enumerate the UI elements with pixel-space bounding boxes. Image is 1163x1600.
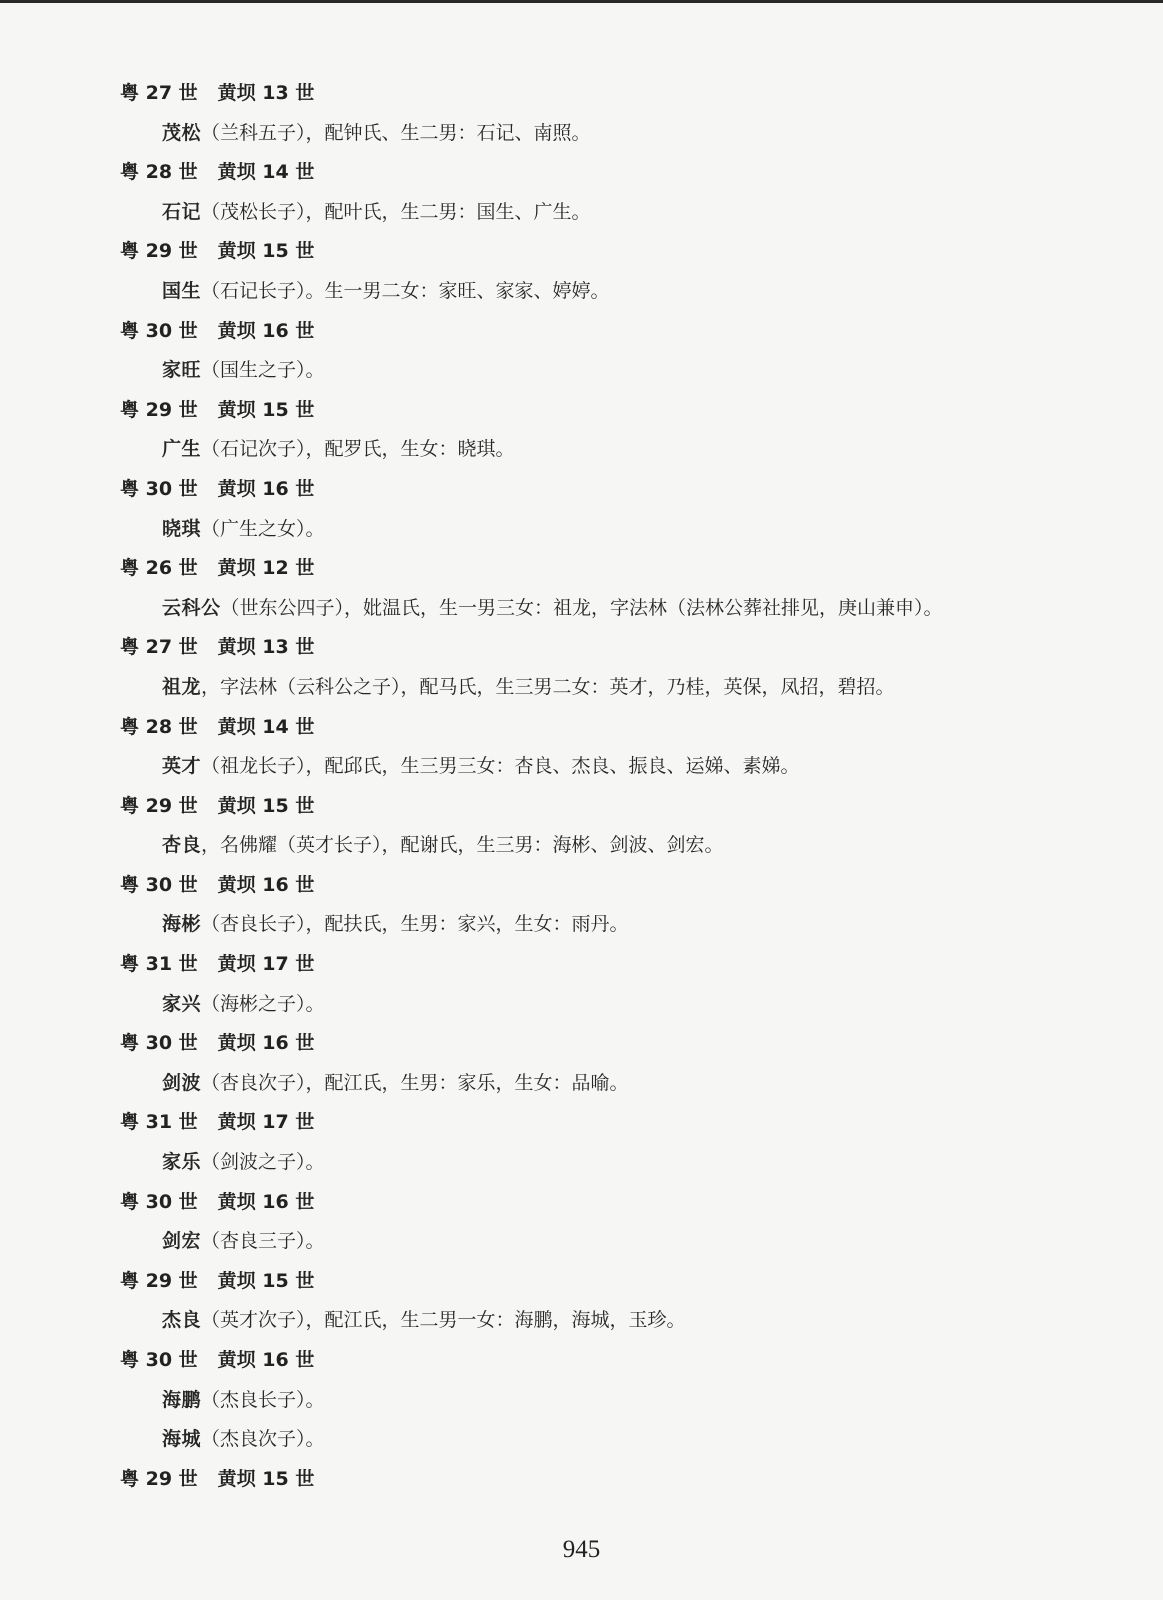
- person-name: 剑波: [162, 1071, 202, 1094]
- person-name: 家兴: [162, 992, 202, 1015]
- generation-heading: [0, 787, 1163, 827]
- person-name: 英才: [162, 755, 202, 778]
- generation-heading: [0, 945, 1163, 985]
- yue-generation-label: 粤 30 世: [120, 1190, 198, 1213]
- huangba-generation-label: 黄坝 16 世: [217, 477, 315, 500]
- huangba-generation-label: 黄坝 13 世: [217, 636, 315, 659]
- person-name: 家旺: [162, 359, 202, 382]
- yue-generation-label: 粤 30 世: [120, 477, 198, 500]
- person-description: （石记次子），配罗氏，生女：晓琪。: [201, 438, 515, 461]
- generation-heading: [0, 153, 1163, 193]
- yue-generation-label: 粤 28 世: [120, 715, 198, 738]
- generation-heading: [0, 232, 1163, 272]
- person-name: 广生: [162, 438, 202, 461]
- person-name: 杏良: [162, 834, 202, 857]
- person-description: （杰良次子）。: [201, 1428, 325, 1451]
- generation-heading: [0, 391, 1163, 431]
- huangba-generation-label: 黄坝 14 世: [217, 715, 315, 738]
- generation-heading: [0, 1341, 1163, 1381]
- person-name: 云科公: [162, 596, 221, 619]
- huangba-generation-label: 黄坝 16 世: [217, 1349, 315, 1371]
- person-entry: [0, 1143, 1163, 1183]
- person-description: （广生之女）。: [201, 517, 325, 540]
- person-description: ，字法林（云科公之子），配马氏，生三男二女：英才，乃桂，英保，凤招，碧招。: [201, 675, 895, 698]
- page-number: 945: [562, 1536, 601, 1563]
- person-entry: [0, 826, 1163, 866]
- huangba-generation-label: 黄坝 16 世: [217, 319, 315, 342]
- huangba-generation-label: 黄坝 15 世: [217, 1269, 315, 1292]
- person-description: （杏良次子），配江氏，生男：家乐，生女：品喻。: [201, 1071, 629, 1094]
- person-description: （世东公四子），妣温氏，生一男三女：祖龙，字法林（法林公葬社排见，庚山兼申）。: [220, 596, 943, 619]
- person-name: 茂松: [162, 121, 202, 144]
- huangba-generation-label: 黄坝 16 世: [217, 1032, 315, 1055]
- person-entry: [0, 1381, 1163, 1421]
- person-entry: [0, 668, 1163, 708]
- yue-generation-label: 粤 29 世: [120, 398, 198, 421]
- person-entry: [0, 114, 1163, 154]
- person-description: （国生之子）。: [201, 359, 325, 382]
- generation-heading: [0, 1460, 1163, 1500]
- yue-generation-label: 粤 27 世: [120, 82, 198, 104]
- person-name: 国生: [162, 279, 202, 302]
- person-entry: [0, 1064, 1163, 1104]
- person-entry: [0, 589, 1163, 629]
- person-entry: [0, 1301, 1163, 1341]
- person-entry: [0, 510, 1163, 550]
- yue-generation-label: 粤 31 世: [120, 953, 198, 976]
- person-name: 海彬: [162, 913, 202, 936]
- yue-generation-label: 粤 29 世: [120, 240, 198, 263]
- person-description: （兰科五子），配钟氏、生二男：石记、南照。: [201, 121, 591, 144]
- person-name: 祖龙: [162, 675, 202, 698]
- person-entry: [0, 351, 1163, 391]
- person-description: （剑波之子）。: [201, 1151, 325, 1174]
- person-name: 杰良: [162, 1309, 202, 1332]
- huangba-generation-label: 黄坝 14 世: [217, 161, 315, 184]
- huangba-generation-label: 黄坝 15 世: [217, 794, 315, 817]
- person-description: （石记长子）。生一男二女：家旺、家家、婷婷。: [201, 279, 610, 302]
- yue-generation-label: 粤 30 世: [120, 319, 198, 342]
- person-entry: [0, 272, 1163, 312]
- person-description: （祖龙长子），配邱氏，生三男三女：杏良、杰良、振良、运娣、素娣。: [201, 755, 800, 778]
- huangba-generation-label: 黄坝 15 世: [217, 1467, 315, 1490]
- yue-generation-label: 粤 29 世: [120, 1467, 198, 1490]
- top-border-line: [0, 0, 1163, 3]
- person-name: 石记: [162, 200, 202, 223]
- yue-generation-label: 粤 31 世: [120, 1111, 198, 1134]
- person-description: （英才次子），配江氏，生二男一女：海鹏，海城，玉珍。: [201, 1309, 686, 1332]
- person-entry: [0, 905, 1163, 945]
- person-name: 海城: [162, 1428, 202, 1451]
- yue-generation-label: 粤 30 世: [120, 1349, 198, 1371]
- generation-heading: [0, 1262, 1163, 1302]
- generation-heading: [0, 866, 1163, 906]
- person-description: （杏良三子）。: [201, 1230, 325, 1253]
- person-entry: [0, 1420, 1163, 1460]
- generation-heading: [0, 628, 1163, 668]
- person-description: （杰良长子）。: [201, 1388, 325, 1411]
- yue-generation-label: 粤 26 世: [120, 557, 198, 580]
- person-description: （杏良长子），配扶氏，生男：家兴，生女：雨丹。: [201, 913, 629, 936]
- generation-heading: [0, 1024, 1163, 1064]
- person-description: ，名佛耀（英才长子），配谢氏，生三男：海彬、剑波、剑宏。: [201, 834, 724, 857]
- huangba-generation-label: 黄坝 15 世: [217, 398, 315, 421]
- huangba-generation-label: 黄坝 16 世: [217, 873, 315, 896]
- person-name: 剑宏: [162, 1230, 202, 1253]
- person-entry: [0, 430, 1163, 470]
- huangba-generation-label: 黄坝 12 世: [217, 557, 315, 580]
- yue-generation-label: 粤 29 世: [120, 794, 198, 817]
- generation-heading: [0, 1183, 1163, 1223]
- person-description: （茂松长子），配叶氏，生二男：国生、广生。: [201, 200, 591, 223]
- person-name: 晓琪: [162, 517, 202, 540]
- huangba-generation-label: 黄坝 13 世: [217, 82, 315, 104]
- genealogy-entries: [0, 74, 1163, 1499]
- generation-heading: [0, 312, 1163, 352]
- person-entry: [0, 985, 1163, 1025]
- person-entry: [0, 1222, 1163, 1262]
- yue-generation-label: 粤 29 世: [120, 1269, 198, 1292]
- yue-generation-label: 粤 30 世: [120, 1032, 198, 1055]
- huangba-generation-label: 黄坝 16 世: [217, 1190, 315, 1213]
- person-entry: [0, 747, 1163, 787]
- generation-heading: [0, 549, 1163, 589]
- yue-generation-label: 粤 30 世: [120, 873, 198, 896]
- huangba-generation-label: 黄坝 15 世: [217, 240, 315, 263]
- yue-generation-label: 粤 27 世: [120, 636, 198, 659]
- generation-heading: [0, 74, 1163, 114]
- person-name: 海鹏: [162, 1388, 202, 1411]
- generation-heading: [0, 470, 1163, 510]
- generation-heading: [0, 708, 1163, 748]
- person-name: 家乐: [162, 1151, 202, 1174]
- person-description: （海彬之子）。: [201, 992, 325, 1015]
- person-entry: [0, 193, 1163, 233]
- yue-generation-label: 粤 28 世: [120, 161, 198, 184]
- generation-heading: [0, 1103, 1163, 1143]
- huangba-generation-label: 黄坝 17 世: [217, 1111, 315, 1134]
- huangba-generation-label: 黄坝 17 世: [217, 953, 315, 976]
